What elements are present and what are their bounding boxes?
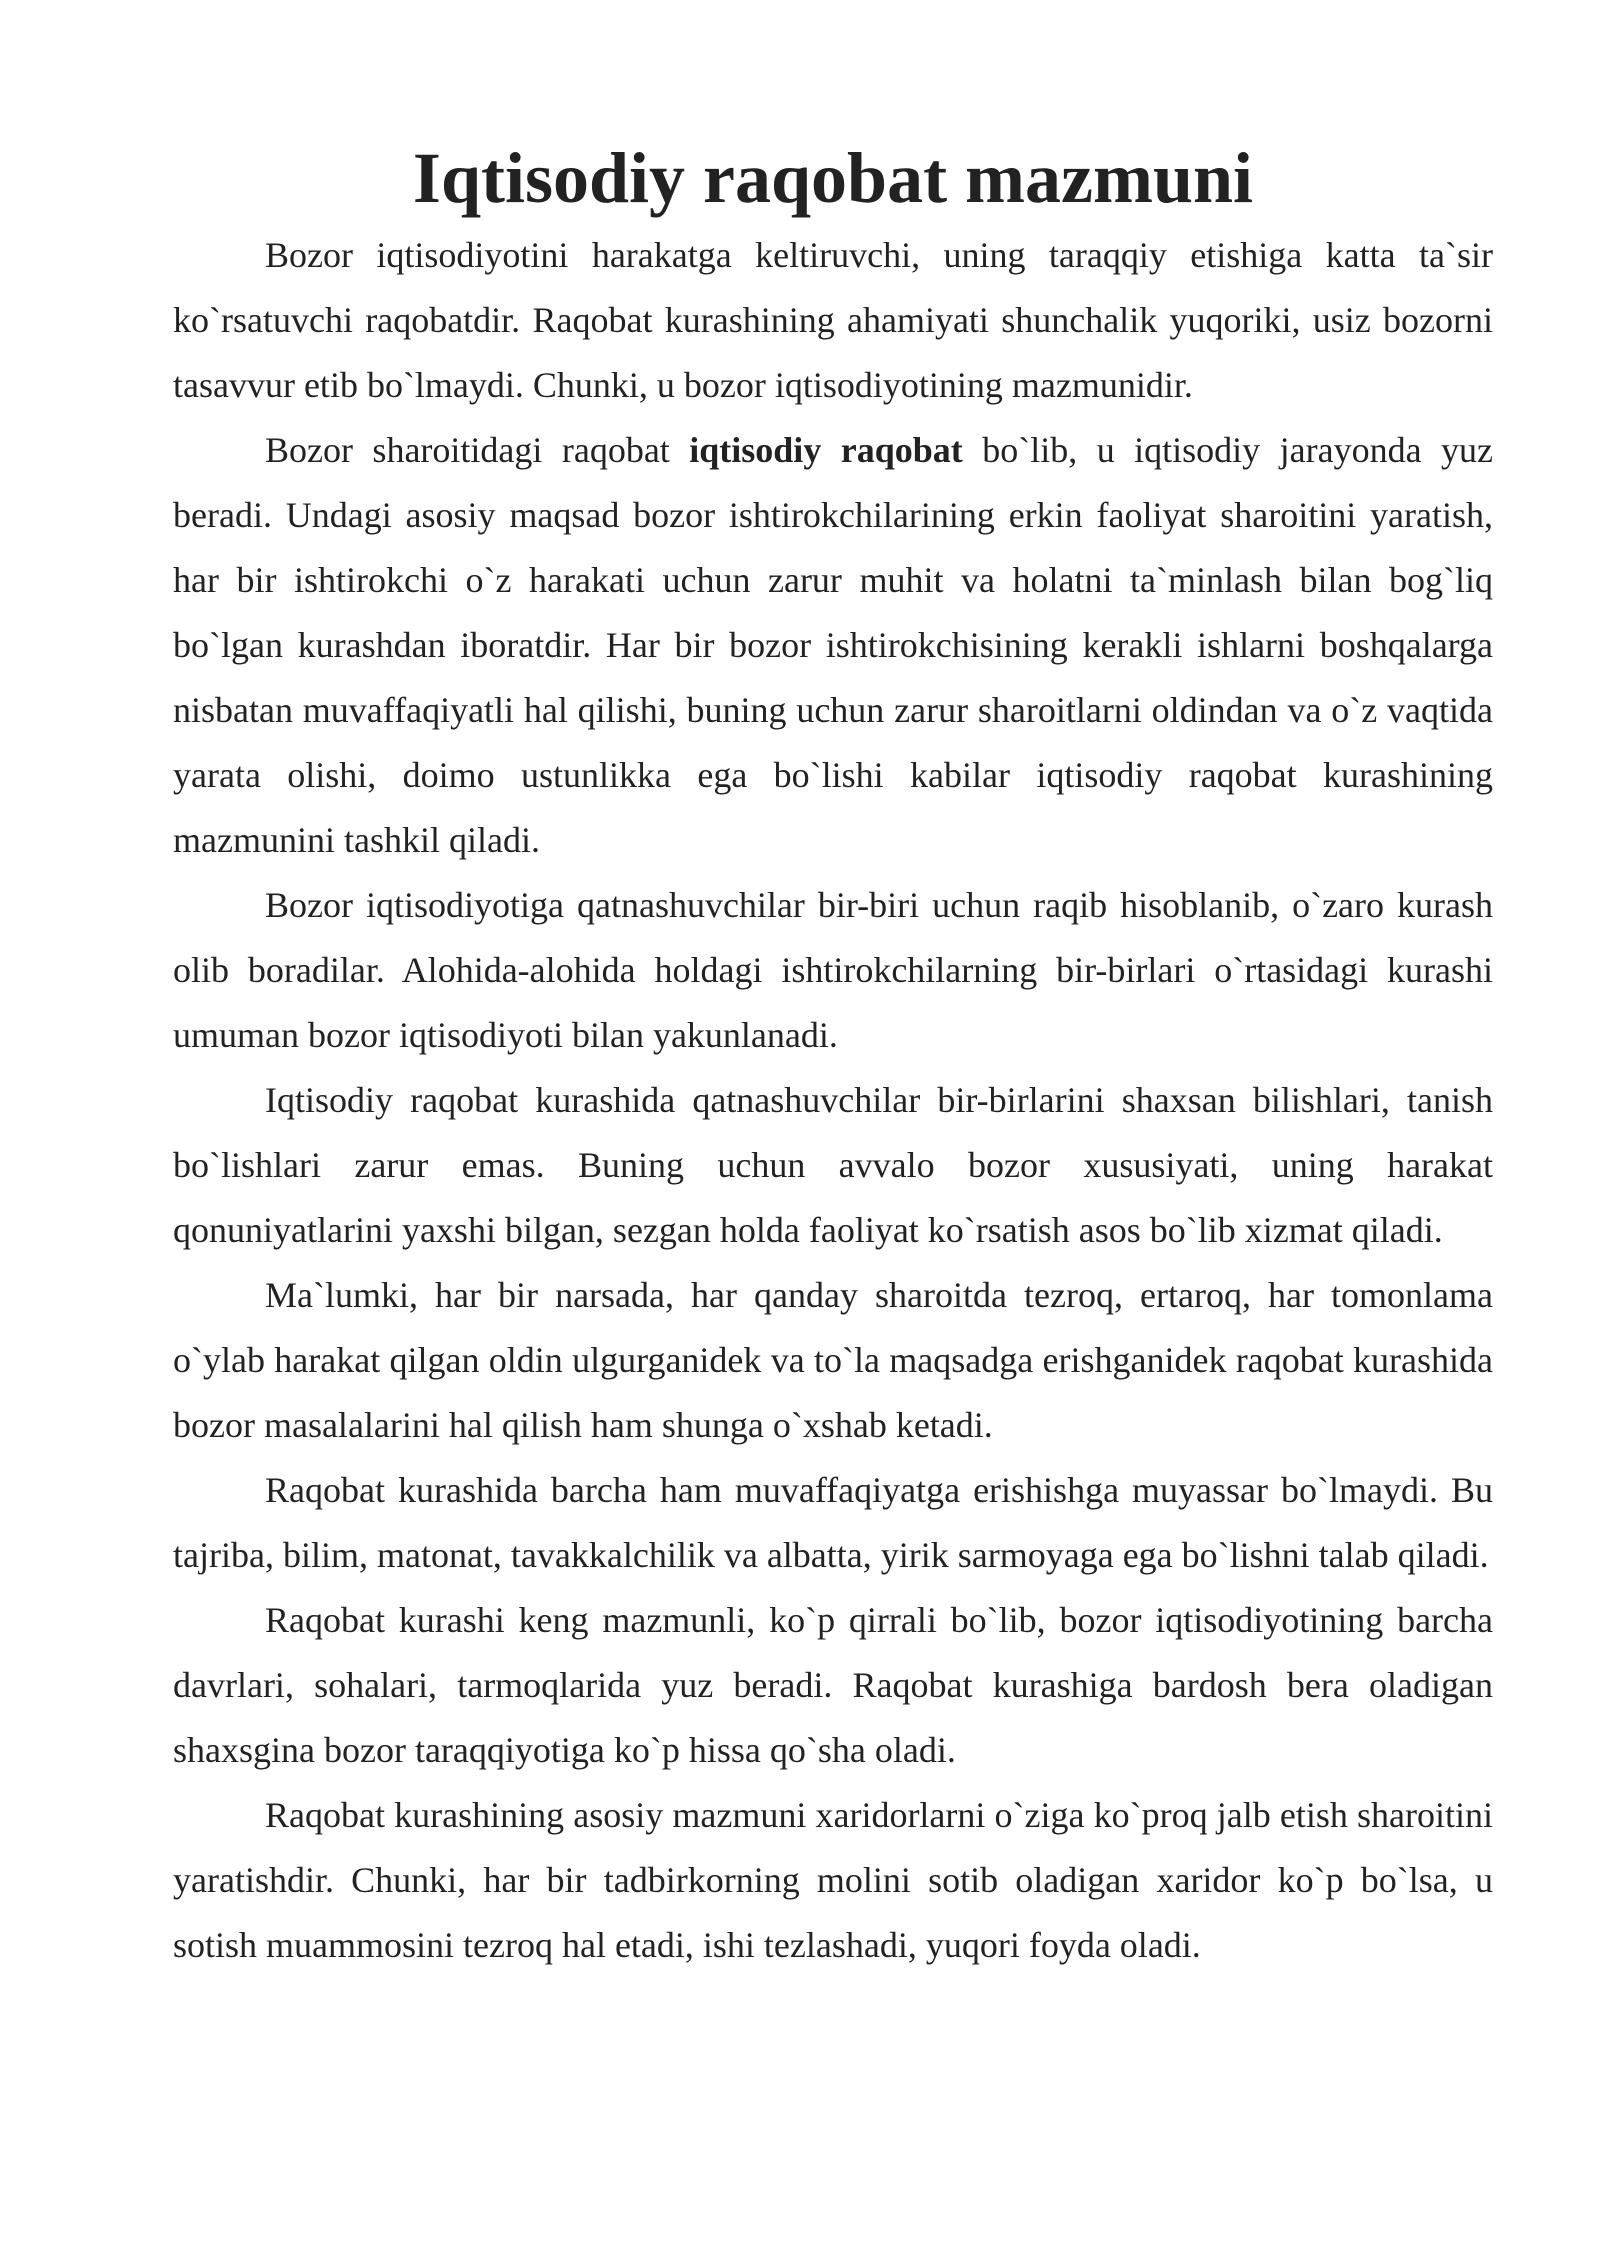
paragraph-1: Bozor iqtisodiyotini harakatga keltiruvchi, uning taraqqiy etishiga katta ta`sir ko`rsatuvchi raqobatdir. Raqobat kurashining ahamiyati shunchalik yuqoriki, usiz bozorni tasavvur etib bo`lmaydi. Chunki, u bozor iqtisodiyotining mazmunidir. [173, 235, 1493, 405]
paragraph-8: Raqobat kurashining asosiy mazmuni xaridorlarni o`ziga ko`proq jalb etish sharoitini yaratishdir. Chunki, har bir tadbirkorning molini sotib oladigan xaridor ko`p bo`lsa, u sotish muammosini tezroq hal etadi, ishi tezlashadi, yuqori foyda oladi. [173, 1795, 1493, 1965]
paragraph-6: Raqobat kurashida barcha ham muvaffaqiyatga erishishga muyassar bo`lmaydi. Bu tajriba, bilim, matonat, tavakkalchilik va albatta, yirik sarmoyaga ega bo`lishni talab qiladi. [173, 1470, 1493, 1575]
paragraph-7: Raqobat kurashi keng mazmunli, ko`p qirrali bo`lib, bozor iqtisodiyotining barcha davrlari, sohalari, tarmoqlarida yuz beradi. Raqobat kurashiga bardosh bera oladigan shaxsgina bozor taraqqiyotiga ko`p hissa qo`sha oladi. [173, 1600, 1493, 1770]
paragraph-2-lead: Bozor sharoitidagi raqobat [265, 430, 690, 470]
paragraph-4: Iqtisodiy raqobat kurashida qatnashuvchilar bir-birlarini shaxsan bilishlari, tanish bo`lishlari zarur emas. Buning uchun avvalo bozor xususiyati, uning harakat qonuniyatlarini yaxshi bilgan, sezgan holda faoliyat ko`rsatish asos bo`lib xizmat qiladi. [173, 1080, 1493, 1250]
key-term: iqtisodiy raqobat [689, 430, 963, 470]
paragraph-2-rest: bo`lib, u iqtisodiy jarayonda yuz beradi. Undagi asosiy maqsad bozor ishtirokchilarining erkin faoliyat sharoitini yaratish, har bir ishtirokchi o`z harakati uchun zarur muhit va holatni ta`minlash bilan bog`liq bo`lgan kurashdan iboratdir. Har bir bozor ishtirokchisining kerakli ishlarni boshqalarga nisbatan muvaffaqiyatli hal qilishi, buning uchun zarur sharoitlarni oldindan va o`z vaqtida yarata olishi, doimo ustunlikka ega bo`lishi kabilar iqtisodiy raqobat kurashining mazmunini tashkil qiladi. [173, 430, 1493, 860]
document-body [173, 138, 1493, 1978]
paragraph-5: Ma`lumki, har bir narsada, har qanday sharoitda tezroq, ertaroq, har tomonlama o`ylab harakat qilgan oldin ulgurganidek va to`la maqsadga erishganidek raqobat kurashida bozor masalalarini hal qilish ham shunga o`xshab ketadi. [173, 1275, 1493, 1445]
paragraph-2 [173, 418, 1493, 873]
document-title: Iqtisodiy raqobat mazmuni [412, 138, 1254, 218]
paragraph-3: Bozor iqtisodiyotiga qatnashuvchilar bir-biri uchun raqib hisoblanib, o`zaro kurash olib boradilar. Alohida-alohida holdagi ishtirokchilarning bir-birlari o`rtasidagi kurashi umuman bozor iqtisodiyoti bilan yakunlanadi. [173, 885, 1493, 1055]
